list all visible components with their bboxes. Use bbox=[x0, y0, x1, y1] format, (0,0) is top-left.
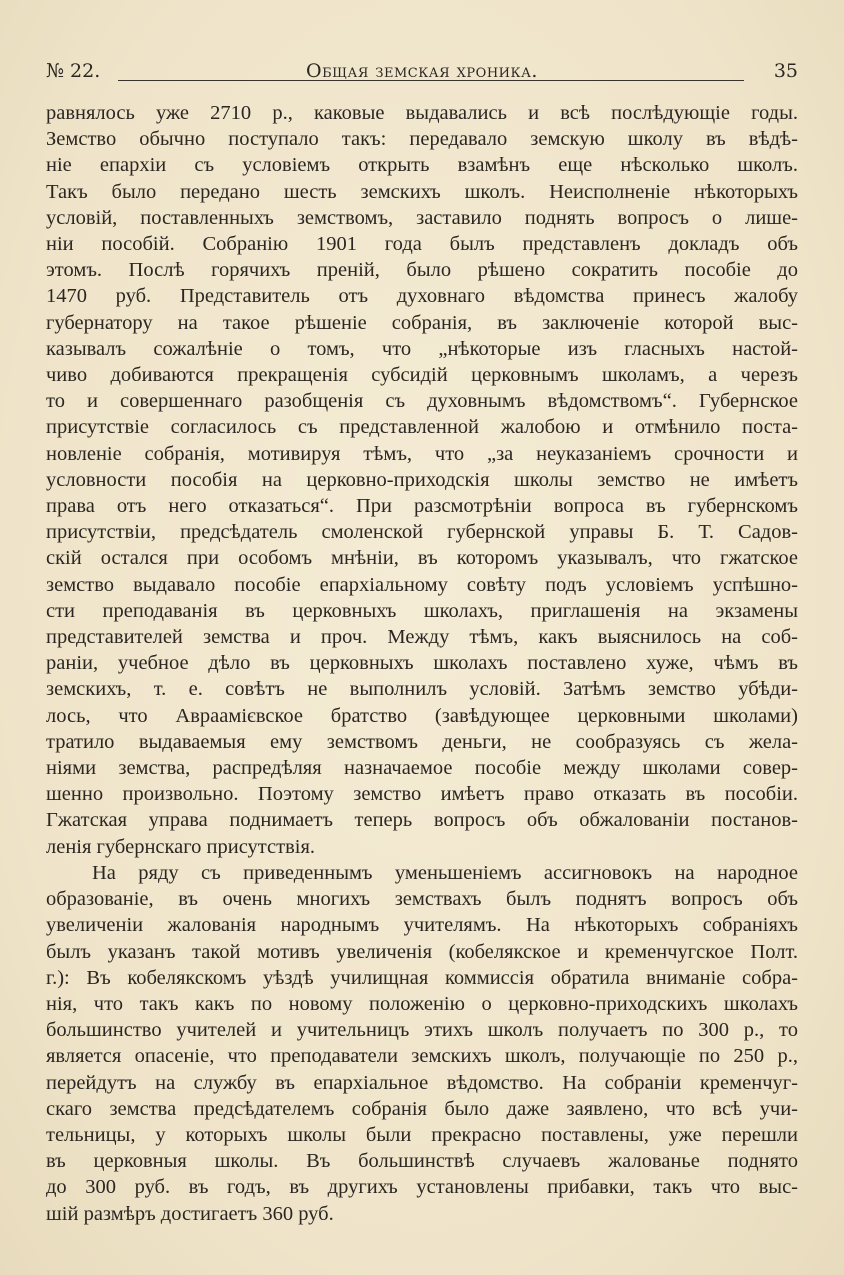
text-line: перейдутъ на службу въ епархіальное вѣдомство. На собраніи кременчуг- bbox=[46, 1071, 798, 1094]
text-line: до 300 руб. въ годъ, въ другихъ установлены прибавки, такъ что выс- bbox=[46, 1176, 798, 1199]
text-line: ленія губернскаго присутствія. bbox=[46, 835, 316, 858]
text-line: скаго земства предсѣдателемъ собранія было даже заявлено, что всѣ учи- bbox=[46, 1097, 798, 1120]
issue-number: № 22. bbox=[46, 60, 101, 82]
text-line: казывалъ сожалѣніе о томъ, что „нѣкоторые изъ гласныхъ настой- bbox=[46, 337, 798, 360]
body-text bbox=[46, 100, 798, 1227]
text-line: этомъ. Послѣ горячихъ преній, было рѣшено сократить пособіе до bbox=[46, 259, 798, 282]
text-line: чиво добиваются прекращенія субсидій церковнымъ школамъ, а черезъ bbox=[46, 364, 798, 387]
text-line: тельницы, у которыхъ школы были прекрасно поставлены, уже перешли bbox=[46, 1123, 798, 1146]
text-line: ніе епархіи съ условіемъ открыть взамѣнъ еще нѣсколько школъ. bbox=[46, 154, 798, 177]
text-line: шій размѣръ достигаетъ 360 руб. bbox=[46, 1202, 334, 1225]
text-line: присутствіе согласилось съ представленной жалобою и отмѣнило поста- bbox=[46, 416, 798, 439]
text-line: увеличеніи жалованія народнымъ учителямъ. На нѣкоторыхъ собраніяхъ bbox=[46, 914, 798, 937]
text-line: Земство обычно поступало такъ: передавало земскую школу въ вѣдѣ- bbox=[46, 128, 798, 151]
text-line: присутствіи, предсѣдатель смоленской губернской управы Б. Т. Садов- bbox=[46, 521, 798, 544]
text-line: условій, поставленныхъ земствомъ, заставило поднять вопросъ о лише- bbox=[46, 206, 798, 229]
text-line: то и совершеннаго разобщенія съ духовнымъ вѣдомствомъ“. Губернское bbox=[46, 390, 798, 413]
paragraph bbox=[46, 860, 798, 1227]
text-line: земство выдавало пособіе епархіальному совѣту подъ условіемъ успѣшно- bbox=[46, 573, 798, 596]
text-line: является опасеніе, что преподаватели земскихъ школъ, получающіе по 250 р., bbox=[46, 1045, 798, 1068]
text-line: Такъ было передано шесть земскихъ школъ. Неисполненіе нѣкоторыхъ bbox=[46, 180, 798, 203]
text-line: въ церковныя школы. Въ большинствѣ случаевъ жалованье поднято bbox=[46, 1150, 798, 1173]
text-line: лось, что Авраамієвское братство (завѣдующее церковными школами) bbox=[46, 704, 798, 727]
text-line: условности пособія на церковно-приходскія школы земство не имѣетъ bbox=[46, 468, 798, 491]
text-line: шенно произвольно. Поэтому земство имѣетъ право отказать въ пособіи. bbox=[46, 783, 798, 806]
text-line: представителей земства и проч. Между тѣмъ, какъ выяснилось на соб- bbox=[46, 626, 798, 649]
text-line: большинство учителей и учительницъ этихъ школъ получаетъ по 300 р., то bbox=[46, 1019, 798, 1042]
section-title: Общая земская хроника. bbox=[306, 60, 538, 82]
text-line: скій остался при особомъ мнѣніи, въ которомъ указывалъ, что гжатское bbox=[46, 547, 798, 570]
header-rule bbox=[118, 80, 744, 81]
text-line: былъ указанъ такой мотивъ увеличенія (кобелякское и кременчугское Полт. bbox=[46, 940, 798, 963]
text-line: тратило выдаваемыя ему земствомъ деньги, не сообразуясь съ жела- bbox=[46, 730, 798, 753]
text-line: образованіе, въ очень многихъ земствахъ былъ поднятъ вопросъ объ bbox=[46, 888, 798, 911]
text-line: Гжатская управа поднимаетъ теперь вопросъ объ обжалованіи постанов- bbox=[46, 809, 798, 832]
text-line: ніи пособій. Собранію 1901 года былъ представленъ докладъ объ bbox=[46, 233, 798, 256]
page-number: 35 bbox=[773, 60, 798, 82]
text-line: сти преподаванія въ церковныхъ школахъ, приглашенія на экзамены bbox=[46, 599, 798, 622]
text-line: ніями земства, распредѣляя назначаемое пособіе между школами совер- bbox=[46, 757, 798, 780]
text-line: г.): Въ кобелякскомъ уѣздѣ училищная коммиссія обратила вниманіе собра- bbox=[46, 966, 798, 989]
text-line: нія, что такъ какъ по новому положенію о церковно-приходскихъ школахъ bbox=[46, 992, 798, 1015]
text-line: губернатору на такое рѣшеніе собранія, въ заключеніе которой выс- bbox=[46, 311, 798, 334]
paragraph bbox=[46, 100, 798, 860]
text-line: 1470 руб. Представитель отъ духовнаго вѣдомства принесъ жалобу bbox=[46, 285, 798, 308]
text-line: На ряду съ приведеннымъ уменьшеніемъ ассигновокъ на народное bbox=[92, 861, 798, 884]
text-line: права отъ него отказаться“. При разсмотрѣніи вопроса въ губернскомъ bbox=[46, 495, 798, 518]
text-line: равнялось уже 2710 р., каковые выдавались и всѣ послѣдующіе годы. bbox=[46, 102, 798, 124]
text-line: раніи, учебное дѣло въ церковныхъ школахъ поставлено хуже, чѣмъ въ bbox=[46, 652, 798, 675]
text-line: земскихъ, т. е. совѣтъ не выполнилъ условій. Затѣмъ земство убѣди- bbox=[46, 678, 798, 701]
text-line: новленіе собранія, мотивируя тѣмъ, что „за неуказаніемъ срочности и bbox=[46, 442, 798, 465]
